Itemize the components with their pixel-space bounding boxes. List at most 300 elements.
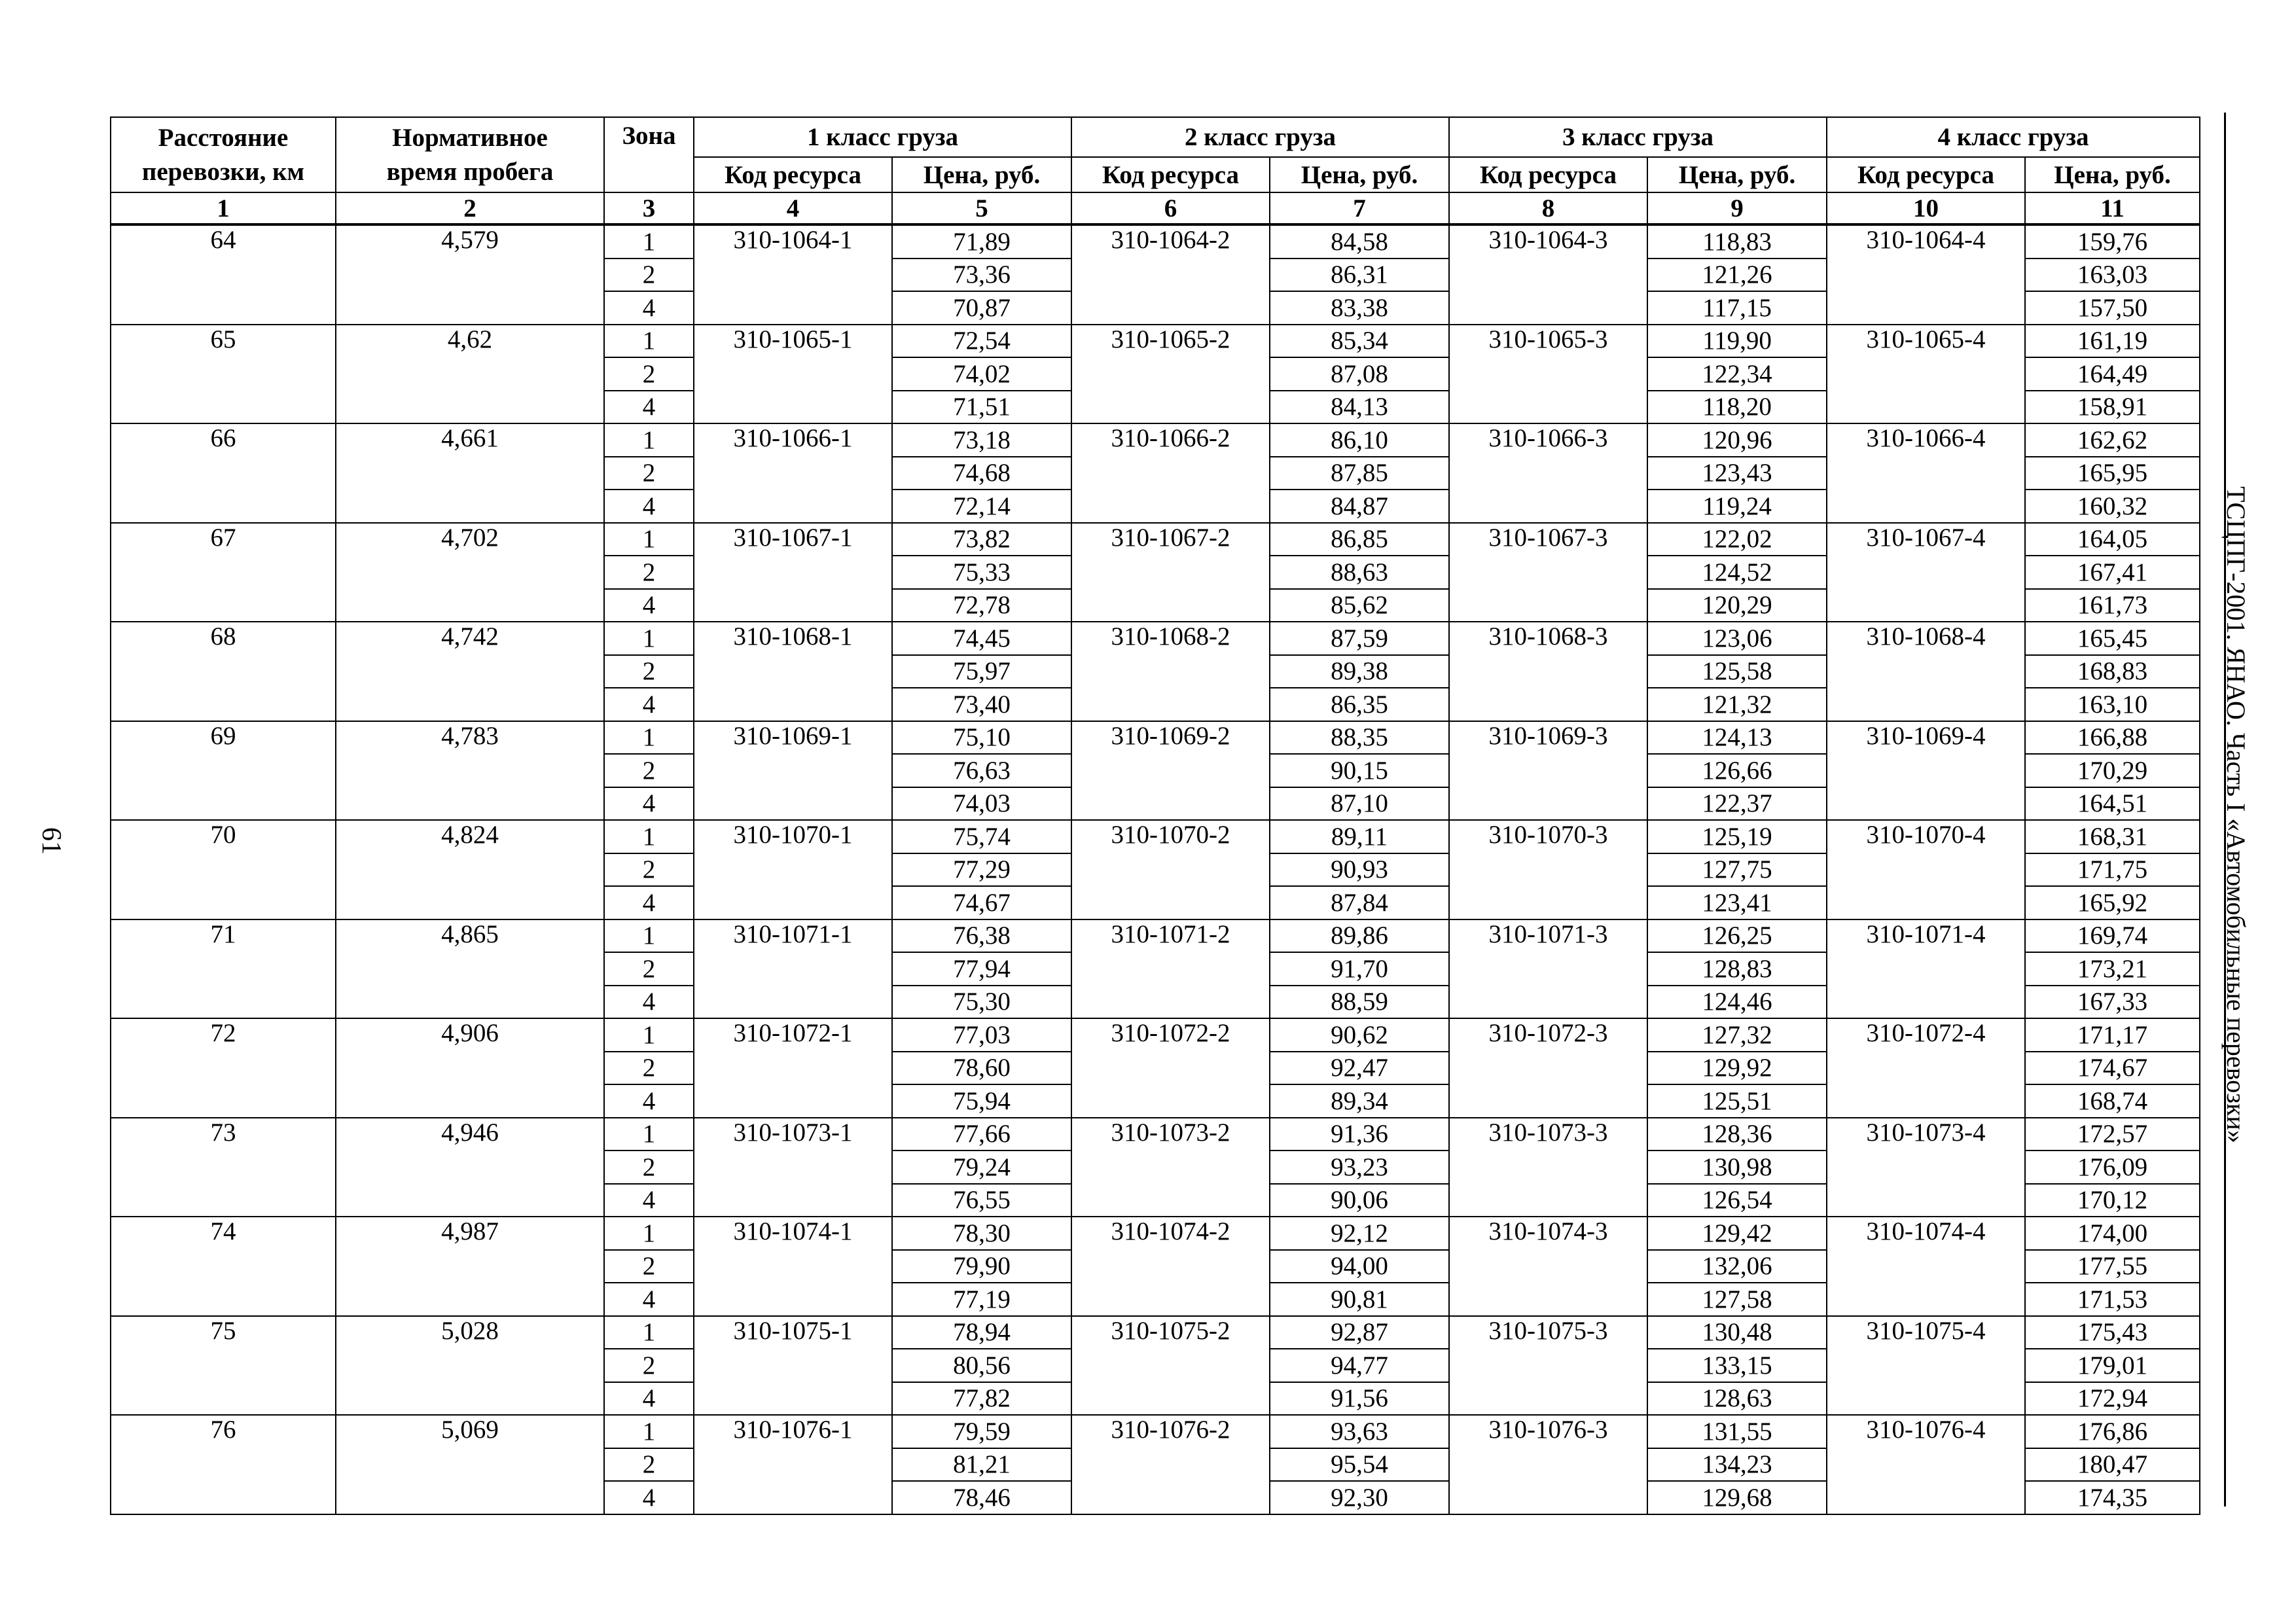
zone-cell: 1 [604, 622, 694, 655]
price-cell: 174,00 [2025, 1217, 2200, 1250]
table-row [111, 1316, 2200, 1349]
zone-cell: 1 [604, 919, 694, 953]
price-cell: 118,20 [1647, 391, 1827, 424]
price-cell: 74,68 [892, 457, 1071, 490]
resource-code-cell: 310-1067-4 [1827, 523, 2025, 622]
price-cell: 163,10 [2025, 688, 2200, 721]
resource-code-cell: 310-1065-4 [1827, 325, 2025, 424]
table-row [111, 919, 2200, 953]
resource-code-cell: 310-1069-2 [1071, 721, 1270, 821]
price-cell: 160,32 [2025, 490, 2200, 523]
resource-code-cell: 310-1072-2 [1071, 1018, 1270, 1118]
zone-cell: 2 [604, 357, 694, 391]
table-row [111, 325, 2200, 358]
time-cell: 4,62 [336, 325, 604, 424]
price-cell: 172,57 [2025, 1118, 2200, 1151]
table-row [111, 224, 2200, 259]
header-class-3: 3 класс груза [1449, 117, 1827, 157]
price-cell: 129,42 [1647, 1217, 1827, 1250]
table-row [111, 523, 2200, 556]
price-cell: 168,74 [2025, 1084, 2200, 1118]
zone-cell: 2 [604, 1448, 694, 1482]
resource-code-cell: 310-1074-4 [1827, 1217, 2025, 1316]
price-cell: 87,10 [1270, 787, 1449, 821]
price-cell: 130,98 [1647, 1150, 1827, 1184]
price-cell: 158,91 [2025, 391, 2200, 424]
price-cell: 88,35 [1270, 721, 1449, 755]
resource-code-cell: 310-1066-4 [1827, 423, 2025, 523]
zone-cell: 1 [604, 1316, 694, 1349]
price-cell: 76,63 [892, 754, 1071, 787]
price-cell: 165,45 [2025, 622, 2200, 655]
header-price-4: Цена, руб. [2054, 160, 2171, 189]
price-cell: 117,15 [1647, 291, 1827, 325]
price-cell: 71,89 [892, 224, 1071, 259]
resource-code-cell: 310-1068-2 [1071, 622, 1270, 721]
price-cell: 88,63 [1270, 556, 1449, 589]
price-cell: 77,29 [892, 853, 1071, 887]
zone-cell: 4 [604, 291, 694, 325]
zone-cell: 2 [604, 754, 694, 787]
price-cell: 73,40 [892, 688, 1071, 721]
price-cell: 122,02 [1647, 523, 1827, 556]
column-number: 9 [1647, 192, 1827, 224]
price-cell: 129,68 [1647, 1481, 1827, 1514]
price-cell: 72,54 [892, 325, 1071, 358]
price-cell: 80,56 [892, 1349, 1071, 1382]
price-cell: 133,15 [1647, 1349, 1827, 1382]
zone-cell: 4 [604, 1481, 694, 1514]
price-cell: 179,01 [2025, 1349, 2200, 1382]
price-cell: 75,97 [892, 655, 1071, 688]
price-cell: 72,14 [892, 490, 1071, 523]
price-cell: 171,53 [2025, 1283, 2200, 1316]
price-cell: 84,13 [1270, 391, 1449, 424]
time-cell: 4,987 [336, 1217, 604, 1316]
resource-code-cell: 310-1067-3 [1449, 523, 1647, 622]
price-cell: 171,75 [2025, 853, 2200, 887]
price-cell: 125,51 [1647, 1084, 1827, 1118]
distance-cell: 69 [111, 721, 336, 821]
page-number: 61 [36, 827, 66, 855]
price-cell: 84,58 [1270, 224, 1449, 259]
price-cell: 87,08 [1270, 357, 1449, 391]
table-header [111, 117, 2200, 224]
resource-code-cell: 310-1071-2 [1071, 919, 1270, 1019]
table-body [111, 224, 2200, 1514]
table-row [111, 1415, 2200, 1448]
header-time-label: Нормативное время пробега [386, 123, 554, 186]
resource-code-cell: 310-1075-2 [1071, 1316, 1270, 1416]
resource-code-cell: 310-1073-3 [1449, 1118, 1647, 1217]
price-cell: 85,62 [1270, 589, 1449, 622]
resource-code-cell: 310-1070-2 [1071, 820, 1270, 919]
price-cell: 88,59 [1270, 986, 1449, 1019]
price-cell: 79,90 [892, 1250, 1071, 1283]
zone-cell: 2 [604, 1349, 694, 1382]
distance-cell: 65 [111, 325, 336, 424]
price-cell: 74,45 [892, 622, 1071, 655]
zone-cell: 2 [604, 1150, 694, 1184]
resource-code-cell: 310-1076-4 [1827, 1415, 2025, 1514]
resource-code-cell: 310-1071-1 [694, 919, 892, 1019]
header-price-2: Цена, руб. [1270, 157, 1449, 192]
price-cell: 120,29 [1647, 589, 1827, 622]
price-cell: 121,26 [1647, 259, 1827, 292]
table-row [111, 1018, 2200, 1052]
zone-cell: 1 [604, 1217, 694, 1250]
price-cell: 128,83 [1647, 952, 1827, 986]
zone-cell: 4 [604, 589, 694, 622]
header-zone-spacer [604, 157, 694, 192]
price-cell: 131,55 [1647, 1415, 1827, 1448]
price-cell: 173,21 [2025, 952, 2200, 986]
price-cell: 124,13 [1647, 721, 1827, 755]
price-cell: 74,67 [892, 886, 1071, 919]
zone-cell: 4 [604, 986, 694, 1019]
resource-code-cell: 310-1076-3 [1449, 1415, 1647, 1514]
price-cell: 70,87 [892, 291, 1071, 325]
price-cell: 122,37 [1647, 787, 1827, 821]
resource-code-cell: 310-1072-4 [1827, 1018, 2025, 1118]
column-number: 6 [1071, 192, 1270, 224]
resource-code-cell: 310-1065-1 [694, 325, 892, 424]
zone-cell: 4 [604, 688, 694, 721]
distance-cell: 66 [111, 423, 336, 523]
price-cell: 128,36 [1647, 1118, 1827, 1151]
price-cell: 73,36 [892, 259, 1071, 292]
zone-cell: 1 [604, 1118, 694, 1151]
distance-cell: 74 [111, 1217, 336, 1316]
zone-cell: 4 [604, 886, 694, 919]
resource-code-cell: 310-1075-3 [1449, 1316, 1647, 1416]
price-cell: 132,06 [1647, 1250, 1827, 1283]
price-cell: 171,17 [2025, 1018, 2200, 1052]
price-cell: 161,19 [2025, 325, 2200, 358]
header-code-4: Код ресурса [1827, 157, 2025, 192]
resource-code-cell: 310-1074-2 [1071, 1217, 1270, 1316]
price-cell: 90,81 [1270, 1283, 1449, 1316]
table-row [111, 622, 2200, 655]
price-cell: 92,12 [1270, 1217, 1449, 1250]
price-cell: 118,83 [1647, 224, 1827, 259]
price-cell: 125,19 [1647, 820, 1827, 853]
price-cell: 175,43 [2025, 1316, 2200, 1349]
resource-code-cell: 310-1076-1 [694, 1415, 892, 1514]
resource-code-cell: 310-1075-4 [1827, 1316, 2025, 1416]
price-cell: 77,94 [892, 952, 1071, 986]
price-cell: 164,05 [2025, 523, 2200, 556]
price-cell: 164,51 [2025, 787, 2200, 821]
resource-code-cell: 310-1070-3 [1449, 820, 1647, 919]
zone-cell: 4 [604, 1184, 694, 1217]
zone-cell: 2 [604, 853, 694, 887]
price-cell: 168,31 [2025, 820, 2200, 853]
price-cell: 86,85 [1270, 523, 1449, 556]
price-cell: 86,35 [1270, 688, 1449, 721]
price-cell: 91,70 [1270, 952, 1449, 986]
header-class-2: 2 класс груза [1071, 117, 1449, 157]
resource-code-cell: 310-1068-1 [694, 622, 892, 721]
zone-cell: 2 [604, 457, 694, 490]
header-class-1: 1 класс груза [694, 117, 1071, 157]
price-cell: 180,47 [2025, 1448, 2200, 1482]
zone-cell: 4 [604, 1382, 694, 1416]
price-cell: 125,58 [1647, 655, 1827, 688]
price-cell: 127,32 [1647, 1018, 1827, 1052]
price-cell: 84,87 [1270, 490, 1449, 523]
price-cell: 87,85 [1270, 457, 1449, 490]
price-cell: 126,25 [1647, 919, 1827, 953]
resource-code-cell: 310-1073-2 [1071, 1118, 1270, 1217]
zone-cell: 2 [604, 1250, 694, 1283]
price-cell: 165,92 [2025, 886, 2200, 919]
resource-code-cell: 310-1071-4 [1827, 919, 2025, 1019]
price-cell: 169,74 [2025, 919, 2200, 953]
price-cell: 89,34 [1270, 1084, 1449, 1118]
price-cell: 168,83 [2025, 655, 2200, 688]
resource-code-cell: 310-1064-4 [1827, 224, 2025, 325]
price-cell: 89,38 [1270, 655, 1449, 688]
price-cell: 122,34 [1647, 357, 1827, 391]
resource-code-cell: 310-1076-2 [1071, 1415, 1270, 1514]
zone-cell: 1 [604, 1415, 694, 1448]
time-cell: 5,028 [336, 1316, 604, 1416]
price-cell: 73,18 [892, 423, 1071, 457]
price-cell: 75,33 [892, 556, 1071, 589]
resource-code-cell: 310-1064-1 [694, 224, 892, 325]
column-number: 11 [2025, 192, 2200, 224]
price-table [110, 116, 2200, 1515]
price-cell: 176,09 [2025, 1150, 2200, 1184]
resource-code-cell: 310-1075-1 [694, 1316, 892, 1416]
price-cell: 126,66 [1647, 754, 1827, 787]
zone-cell: 2 [604, 259, 694, 292]
distance-cell: 71 [111, 919, 336, 1019]
column-numbers-row [111, 192, 2200, 224]
resource-code-cell: 310-1074-1 [694, 1217, 892, 1316]
header-code-1: Код ресурса [694, 157, 892, 192]
price-cell: 89,86 [1270, 919, 1449, 953]
resource-code-cell: 310-1070-1 [694, 820, 892, 919]
price-cell: 90,62 [1270, 1018, 1449, 1052]
price-cell: 123,41 [1647, 886, 1827, 919]
price-cell: 93,23 [1270, 1150, 1449, 1184]
price-cell: 124,52 [1647, 556, 1827, 589]
column-number: 5 [892, 192, 1071, 224]
zone-cell: 2 [604, 1052, 694, 1085]
resource-code-cell: 310-1072-1 [694, 1018, 892, 1118]
table-row [111, 1217, 2200, 1250]
price-cell: 128,63 [1647, 1382, 1827, 1416]
column-number: 2 [336, 192, 604, 224]
price-cell: 170,29 [2025, 754, 2200, 787]
header-code-3: Код ресурса [1449, 157, 1647, 192]
price-cell: 126,54 [1647, 1184, 1827, 1217]
zone-cell: 1 [604, 721, 694, 755]
price-cell: 162,62 [2025, 423, 2200, 457]
price-cell: 174,35 [2025, 1481, 2200, 1514]
price-cell: 90,93 [1270, 853, 1449, 887]
time-cell: 4,946 [336, 1118, 604, 1217]
price-cell: 85,34 [1270, 325, 1449, 358]
price-cell: 94,77 [1270, 1349, 1449, 1382]
header-price-3: Цена, руб. [1647, 157, 1827, 192]
time-cell: 4,865 [336, 919, 604, 1019]
resource-code-cell: 310-1064-2 [1071, 224, 1270, 325]
price-cell: 127,58 [1647, 1283, 1827, 1316]
price-cell: 78,94 [892, 1316, 1071, 1349]
zone-cell: 2 [604, 952, 694, 986]
price-cell: 127,75 [1647, 853, 1827, 887]
price-cell: 74,03 [892, 787, 1071, 821]
price-cell: 90,15 [1270, 754, 1449, 787]
price-cell: 92,87 [1270, 1316, 1449, 1349]
header-time [336, 117, 604, 192]
resource-code-cell: 310-1066-3 [1449, 423, 1647, 523]
distance-cell: 72 [111, 1018, 336, 1118]
zone-cell: 2 [604, 556, 694, 589]
price-cell: 71,51 [892, 391, 1071, 424]
price-cell: 134,23 [1647, 1448, 1827, 1482]
price-cell: 72,78 [892, 589, 1071, 622]
time-cell: 4,742 [336, 622, 604, 721]
price-cell: 129,92 [1647, 1052, 1827, 1085]
price-cell: 86,31 [1270, 259, 1449, 292]
price-cell: 164,49 [2025, 357, 2200, 391]
running-head-text: ТСЦПГ-2001. ЯНАО. Часть I «Автомобильные перевозки» [2221, 486, 2251, 1143]
price-cell: 166,88 [2025, 721, 2200, 755]
price-cell: 93,63 [1270, 1415, 1449, 1448]
time-cell: 5,069 [336, 1415, 604, 1514]
zone-cell: 1 [604, 325, 694, 358]
price-cell: 86,10 [1270, 423, 1449, 457]
price-cell: 75,30 [892, 986, 1071, 1019]
price-cell: 77,19 [892, 1283, 1071, 1316]
time-cell: 4,579 [336, 224, 604, 325]
price-cell: 174,67 [2025, 1052, 2200, 1085]
price-cell: 123,06 [1647, 622, 1827, 655]
price-cell: 167,41 [2025, 556, 2200, 589]
resource-code-cell: 310-1066-1 [694, 423, 892, 523]
table-row [111, 820, 2200, 853]
zone-cell: 2 [604, 655, 694, 688]
price-cell: 157,50 [2025, 291, 2200, 325]
column-number: 3 [604, 192, 694, 224]
price-cell: 75,10 [892, 721, 1071, 755]
column-number: 8 [1449, 192, 1647, 224]
resource-code-cell: 310-1064-3 [1449, 224, 1647, 325]
distance-cell: 67 [111, 523, 336, 622]
price-cell: 172,94 [2025, 1382, 2200, 1416]
price-cell: 77,66 [892, 1118, 1071, 1151]
header-price-1: Цена, руб. [892, 157, 1071, 192]
resource-code-cell: 310-1073-1 [694, 1118, 892, 1217]
price-cell: 89,11 [1270, 820, 1449, 853]
zone-cell: 1 [604, 1018, 694, 1052]
price-cell: 78,46 [892, 1481, 1071, 1514]
resource-code-cell: 310-1069-1 [694, 721, 892, 821]
price-cell: 161,73 [2025, 589, 2200, 622]
price-cell: 77,82 [892, 1382, 1071, 1416]
distance-cell: 70 [111, 820, 336, 919]
distance-cell: 64 [111, 224, 336, 325]
price-cell: 167,33 [2025, 986, 2200, 1019]
header-zone: Зона [604, 117, 694, 157]
resource-code-cell: 310-1065-3 [1449, 325, 1647, 424]
price-cell: 94,00 [1270, 1250, 1449, 1283]
price-cell: 119,24 [1647, 490, 1827, 523]
price-cell: 73,82 [892, 523, 1071, 556]
price-cell: 95,54 [1270, 1448, 1449, 1482]
price-cell: 91,36 [1270, 1118, 1449, 1151]
price-cell: 121,32 [1647, 688, 1827, 721]
resource-code-cell: 310-1068-4 [1827, 622, 2025, 721]
time-cell: 4,702 [336, 523, 604, 622]
resource-code-cell: 310-1072-3 [1449, 1018, 1647, 1118]
table-row [111, 423, 2200, 457]
zone-cell: 1 [604, 224, 694, 259]
price-cell: 177,55 [2025, 1250, 2200, 1283]
time-cell: 4,906 [336, 1018, 604, 1118]
price-cell: 75,74 [892, 820, 1071, 853]
zone-cell: 4 [604, 490, 694, 523]
table-row [111, 721, 2200, 755]
price-cell: 83,38 [1270, 291, 1449, 325]
resource-code-cell: 310-1065-2 [1071, 325, 1270, 424]
distance-cell: 76 [111, 1415, 336, 1514]
price-cell: 92,47 [1270, 1052, 1449, 1085]
distance-cell: 73 [111, 1118, 336, 1217]
price-cell: 77,03 [892, 1018, 1071, 1052]
resource-code-cell: 310-1066-2 [1071, 423, 1270, 523]
time-cell: 4,661 [336, 423, 604, 523]
column-number: 4 [694, 192, 892, 224]
price-cell: 79,24 [892, 1150, 1071, 1184]
price-cell: 78,60 [892, 1052, 1071, 1085]
zone-cell: 4 [604, 1084, 694, 1118]
column-number: 1 [111, 192, 336, 224]
resource-code-cell: 310-1067-1 [694, 523, 892, 622]
table-row [111, 1118, 2200, 1151]
price-cell: 123,43 [1647, 457, 1827, 490]
price-cell: 90,06 [1270, 1184, 1449, 1217]
zone-cell: 4 [604, 1283, 694, 1316]
price-cell: 76,55 [892, 1184, 1071, 1217]
resource-code-cell: 310-1069-3 [1449, 721, 1647, 821]
price-cell: 120,96 [1647, 423, 1827, 457]
price-cell: 165,95 [2025, 457, 2200, 490]
price-cell: 92,30 [1270, 1481, 1449, 1514]
time-cell: 4,824 [336, 820, 604, 919]
price-cell: 79,59 [892, 1415, 1071, 1448]
price-cell: 74,02 [892, 357, 1071, 391]
price-cell: 87,84 [1270, 886, 1449, 919]
resource-code-cell: 310-1067-2 [1071, 523, 1270, 622]
column-number: 7 [1270, 192, 1449, 224]
price-cell: 163,03 [2025, 259, 2200, 292]
price-cell: 130,48 [1647, 1316, 1827, 1349]
resource-code-cell: 310-1068-3 [1449, 622, 1647, 721]
resource-code-cell: 310-1071-3 [1449, 919, 1647, 1019]
time-cell: 4,783 [336, 721, 604, 821]
resource-code-cell: 310-1070-4 [1827, 820, 2025, 919]
header-distance [111, 117, 336, 192]
distance-cell: 75 [111, 1316, 336, 1416]
header-distance-label: Расстояние перевозки, км [141, 123, 305, 186]
price-cell: 119,90 [1647, 325, 1827, 358]
price-cell: 75,94 [892, 1084, 1071, 1118]
